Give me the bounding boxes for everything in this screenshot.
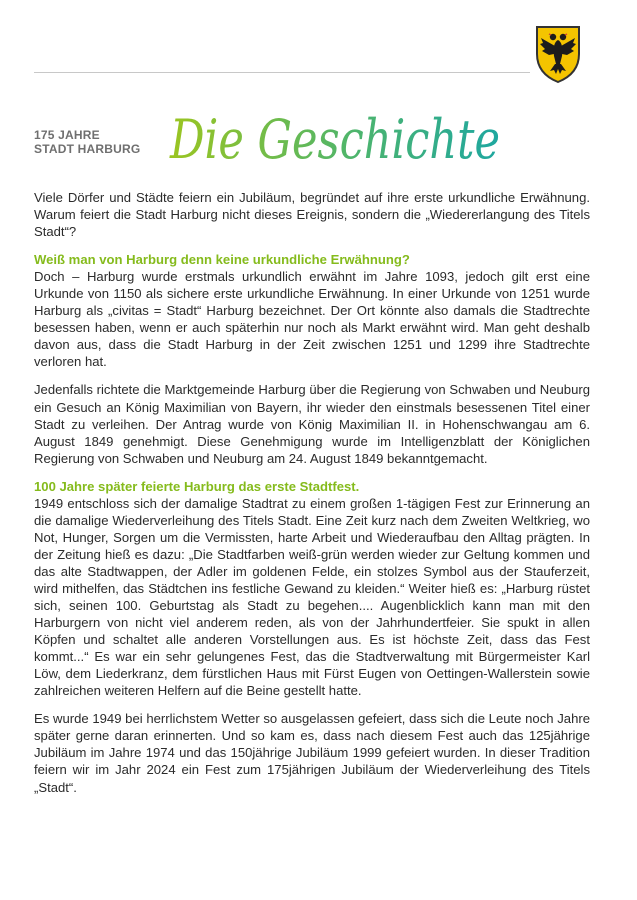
page-title-text: Die Geschichte bbox=[169, 108, 500, 171]
paragraph-3: 1949 entschloss sich der damalige Stadtrat zu einem großen 1-tägigen Fest zur Erinnerung an die damalige Wiederverleihung des Titels Stadt. Eine Zeit kurz nach dem Zweiten Weltkrieg, wo Not, Hunger, Sorgen um die Vermissten, harte Arbeit und Wiederaufbau den Alltag prägten. In der Zeitung hieß es dazu: „Die Stadtfarben weiß-grün werden wieder zur Geltung kommen und das alte Stadtwappen, der Adler im goldenen Felde, ein stolzes Symbol aus der Stauferzeit, wird mithelfen, das Städtchen ins festliche Gewand zu kleiden.“ Weiter hieß es: „Harburg rüstet sich, seinen 100. Geburtstag als Stadt zu begehen.... Augenblicklich kann man mit den Harburgern von nicht viel anderem reden, als von der Jahrhundertfeier. Sie spukt in allen Köpfen und schaltet alle anderen Vorstellungen aus. Es ist höchste Zeit, dass das Fest kommt...“ Es war ein sehr gelungenes Fest, das die Stadtverwaltung mit Bürgermeister Karl Löw, dem Liederkranz, dem fürstlichen Haus mit Fürst Eugen von Oettingen-Wallerstein sowie zahlreichen weiteren Helfern auf die Beine gestellt hatte. bbox=[34, 495, 590, 699]
section-heading-2: 100 Jahre später feierte Harburg das erste Stadtfest. bbox=[34, 478, 360, 494]
section-heading-1: Weiß man von Harburg denn keine urkundliche Erwähnung? bbox=[34, 252, 410, 268]
article-body bbox=[34, 189, 590, 807]
kicker-line-2: STADT HARBURG bbox=[34, 142, 141, 156]
paragraph-2: Jedenfalls richtete die Marktgemeinde Harburg über die Regierung von Schwaben und Neuburg ein Gesuch an König Maximilian von Bayern, ihr wieder den einstmals besessenen Titel einer Stadt zu verleihen. Der Antrag wurde von König Maximilian II. in Hohenschwangau am 6. August 1849 genehmigt. Diese Genehmigung wurde im Intelligenzblatt der Königlichen Regierung von Schwaben und Neuburg am 24. August 1849 bekanntgemacht. bbox=[34, 382, 590, 466]
coat-of-arms-eagle-icon bbox=[534, 24, 582, 84]
header-divider bbox=[34, 72, 530, 73]
kicker-line-1: 175 JAHRE bbox=[34, 128, 100, 142]
anniversary-kicker bbox=[34, 128, 140, 156]
page-title bbox=[164, 100, 514, 178]
paragraph-4: Es wurde 1949 bei herrlichstem Wetter so ausgelassen gefeiert, dass sich die Leute noch Jahre später gerne daran erinnerten. Und so kam es, dass nach diesem Fest auch das 125jährige Jubiläum im Jahre 1974 und das 150jährige Jubiläum 1999 gefeiert wurden. In dieser Tradition feiern wir im Jahr 2024 ein Fest zum 175jährigen Jubiläum der Wiederverleihung des Titels „Stadt“. bbox=[34, 711, 590, 795]
intro-paragraph: Viele Dörfer und Städte feiern ein Jubiläum, begründet auf ihre erste urkundliche Erwähnung. Warum feiert die Stadt Harburg nicht dieses Ereignis, sondern die „Wiedererlangung des Titels Stadt“? bbox=[34, 190, 590, 240]
paragraph-1: Doch – Harburg wurde erstmals urkundlich erwähnt im Jahre 1093, jedoch gilt erst eine Urkunde von 1150 als sichere erste urkundliche Erwähnung. In einer Urkunde von 1251 wurde Harburg als „civitas = Stadt“ Harburg bezeichnet. Der Ort könnte also damals die Stadtrechte besessen haben, wenn er auch späterhin nur noch als Markt erwähnt wird. Man geht deshalb davon aus, dass die Stadt Harburg in der Zeit zwischen 1251 und 1299 ihre Stadtrechte verloren hat. bbox=[34, 269, 590, 370]
